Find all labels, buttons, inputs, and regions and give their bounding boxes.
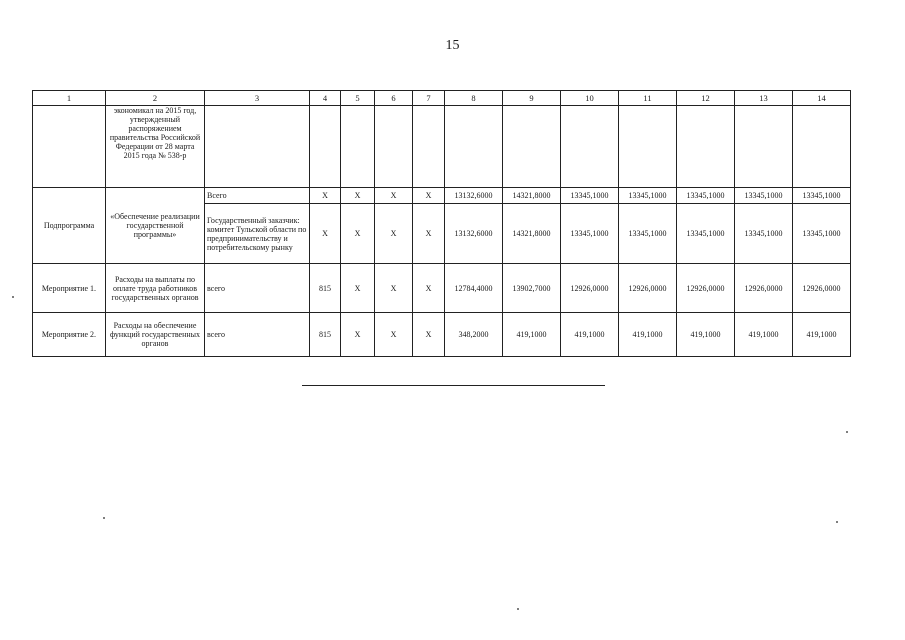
table-cell: 13345,1000 xyxy=(561,204,619,264)
subprogram-title: «Обеспечение реализации государственной программы» xyxy=(106,188,205,264)
page-number: 15 xyxy=(445,38,460,53)
table-cell: X xyxy=(341,264,375,313)
table-cell: 13345,1000 xyxy=(735,188,793,204)
table-cell: 13345,1000 xyxy=(619,188,677,204)
table-cell: 419,1000 xyxy=(503,313,561,357)
column-header: 6 xyxy=(375,91,413,106)
table-cell xyxy=(341,106,375,188)
column-header: 9 xyxy=(503,91,561,106)
table-cell: X xyxy=(413,313,445,357)
divider-line xyxy=(302,385,605,386)
table-cell xyxy=(793,106,851,188)
continuation-row xyxy=(33,106,851,188)
table-cell: 12926,0000 xyxy=(677,264,735,313)
column-header: 12 xyxy=(677,91,735,106)
event-label: Мероприятие 1. xyxy=(33,264,106,313)
table-cell: 13902,7000 xyxy=(503,264,561,313)
scan-speck xyxy=(103,517,105,519)
table-cell: X xyxy=(413,188,445,204)
column-header: 2 xyxy=(106,91,205,106)
scan-speck xyxy=(12,296,14,298)
column-header: 11 xyxy=(619,91,677,106)
column-header: 7 xyxy=(413,91,445,106)
table-cell xyxy=(561,106,619,188)
table-cell: 13345,1000 xyxy=(793,188,851,204)
event-row xyxy=(33,313,851,357)
table-cell: 12926,0000 xyxy=(619,264,677,313)
table-header-row xyxy=(33,91,851,106)
table-cell: 13132,6000 xyxy=(445,188,503,204)
column-header: 13 xyxy=(735,91,793,106)
table-cell: всего xyxy=(205,264,310,313)
table-cell: X xyxy=(341,188,375,204)
table-cell xyxy=(445,106,503,188)
table-cell: 12926,0000 xyxy=(561,264,619,313)
table-cell: X xyxy=(375,204,413,264)
table-cell xyxy=(677,106,735,188)
table-cell: 14321,8000 xyxy=(503,188,561,204)
event-title: Расходы на обеспечение функций государственных органов xyxy=(106,313,205,357)
event-label: Мероприятие 2. xyxy=(33,313,106,357)
subprogram-total-row xyxy=(33,188,851,204)
table-cell: 13345,1000 xyxy=(677,204,735,264)
table-cell: X xyxy=(341,204,375,264)
table-cell: 13132,6000 xyxy=(445,204,503,264)
table-cell: 13345,1000 xyxy=(561,188,619,204)
table-cell: X xyxy=(310,204,341,264)
table-cell: X xyxy=(341,313,375,357)
table-cell: X xyxy=(413,204,445,264)
table-cell: 14321,8000 xyxy=(503,204,561,264)
table-cell: 419,1000 xyxy=(561,313,619,357)
table-cell: 12926,0000 xyxy=(735,264,793,313)
table-cell: 12926,0000 xyxy=(793,264,851,313)
table-cell: 419,1000 xyxy=(735,313,793,357)
table-cell: 13345,1000 xyxy=(619,204,677,264)
table-cell: 13345,1000 xyxy=(677,188,735,204)
table-cell: 815 xyxy=(310,264,341,313)
table-cell: всего xyxy=(205,313,310,357)
scan-speck xyxy=(846,431,848,433)
scan-speck xyxy=(836,521,838,523)
table-cell: 815 xyxy=(310,313,341,357)
table-cell: 12784,4000 xyxy=(445,264,503,313)
column-header: 5 xyxy=(341,91,375,106)
table-cell: Государственный заказчик: комитет Тульской области по предпринимательству и потребительскому рынку xyxy=(205,204,310,264)
table-cell: X xyxy=(375,188,413,204)
continuation-text: экономикал на 2015 год, утвержденный распоряжением правительства Российской Федерации от 28 марта 2015 года № 538-р xyxy=(106,106,205,188)
table-cell xyxy=(310,106,341,188)
column-header: 14 xyxy=(793,91,851,106)
table-cell: 348,2000 xyxy=(445,313,503,357)
table-cell: X xyxy=(375,313,413,357)
table-cell: 13345,1000 xyxy=(793,204,851,264)
table-cell xyxy=(205,106,310,188)
table-cell xyxy=(503,106,561,188)
column-header: 3 xyxy=(205,91,310,106)
table-cell: 13345,1000 xyxy=(735,204,793,264)
table-cell: 419,1000 xyxy=(793,313,851,357)
table-cell: Всего xyxy=(205,188,310,204)
table-cell xyxy=(33,106,106,188)
table-cell xyxy=(619,106,677,188)
table-cell xyxy=(735,106,793,188)
budget-table xyxy=(32,90,851,357)
column-header: 4 xyxy=(310,91,341,106)
scan-speck xyxy=(517,608,519,610)
table-cell xyxy=(375,106,413,188)
event-row xyxy=(33,264,851,313)
subprogram-label: Подпрограмма xyxy=(33,188,106,264)
column-header: 8 xyxy=(445,91,503,106)
table-cell: 419,1000 xyxy=(677,313,735,357)
column-header: 1 xyxy=(33,91,106,106)
column-header: 10 xyxy=(561,91,619,106)
table-cell: 419,1000 xyxy=(619,313,677,357)
table-cell xyxy=(413,106,445,188)
table-cell: X xyxy=(310,188,341,204)
event-title: Расходы на выплаты по оплате труда работников государственных органов xyxy=(106,264,205,313)
table-cell: X xyxy=(375,264,413,313)
table-cell: X xyxy=(413,264,445,313)
